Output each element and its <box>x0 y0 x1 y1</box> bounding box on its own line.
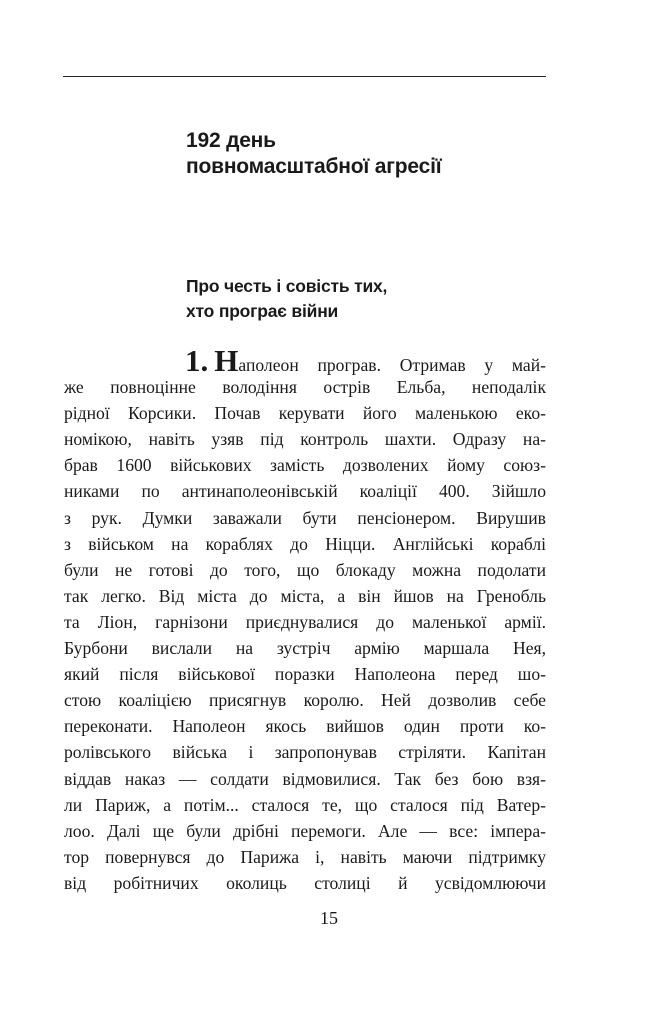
drop-cap: Н <box>214 343 239 378</box>
text-line: від робітничих околиць столиці й усвідомлюючи <box>64 872 546 893</box>
body-text <box>64 343 546 896</box>
text-line: та Ліон, гарнізони приєднувалися до маленької армії. <box>64 611 546 632</box>
text-line: стою коаліцією присягнув королю. Ней дозволив себе <box>64 690 546 711</box>
text-line: лоо. Далі ще були дрібні перемоги. Але — все: імпера- <box>64 820 546 841</box>
section-title-line-1: Про честь і совість тих, <box>186 276 388 296</box>
text-line: тор повернувся до Парижа і, навіть маючи підтримку <box>64 846 546 867</box>
text-line: так легко. Від міста до міста, а він йшов на Гренобль <box>64 585 546 606</box>
top-rule <box>63 76 546 77</box>
text-line: рідної Корсики. Почав керувати його маленькою еко- <box>64 403 546 424</box>
text-line: були не готові до того, що блокаду можна подолати <box>64 559 546 580</box>
text-line: з рук. Думки заважали бути пенсіонером. Вирушив <box>64 507 546 528</box>
text-line: який після військової поразки Наполеона перед шо- <box>64 664 546 685</box>
text-line: ролівського війська і запропонував стріляти. Капітан <box>64 742 546 763</box>
paragraph-first-line <box>64 343 546 378</box>
text-line: же повноцінне володіння острів Ельба, неподалік <box>64 377 546 398</box>
page-number: 15 <box>320 908 338 928</box>
first-line-text: аполеон програв. Отримав у май- <box>238 355 546 375</box>
text-line: никами по антинаполеонівській коаліції 400. Зійшло <box>64 481 546 502</box>
section-title-line-2: хто програє війни <box>186 301 339 321</box>
text-line: номікою, навіть узяв під контроль шахти. Одразу на- <box>64 429 546 450</box>
chapter-title <box>186 128 566 180</box>
section-title <box>186 274 566 324</box>
text-line: Бурбони вислали на зустріч армію маршала Нея, <box>64 638 546 659</box>
chapter-title-line-2: повномасштабної агресії <box>186 155 442 178</box>
text-line: ли Париж, а потім... сталося те, що сталося під Ватер- <box>64 794 546 815</box>
text-line: брав 1600 військових замість дозволених йому союз- <box>64 455 546 476</box>
paragraph-number: 1. <box>185 343 209 378</box>
text-line: переконати. Наполеон якось вийшов один проти ко- <box>64 716 546 737</box>
chapter-title-line-1: 192 день <box>186 129 276 152</box>
text-line: з військом на кораблях до Ніцци. Англійські кораблі <box>64 533 546 554</box>
text-line: віддав наказ — солдати відмовилися. Так без бою взя- <box>64 768 546 789</box>
